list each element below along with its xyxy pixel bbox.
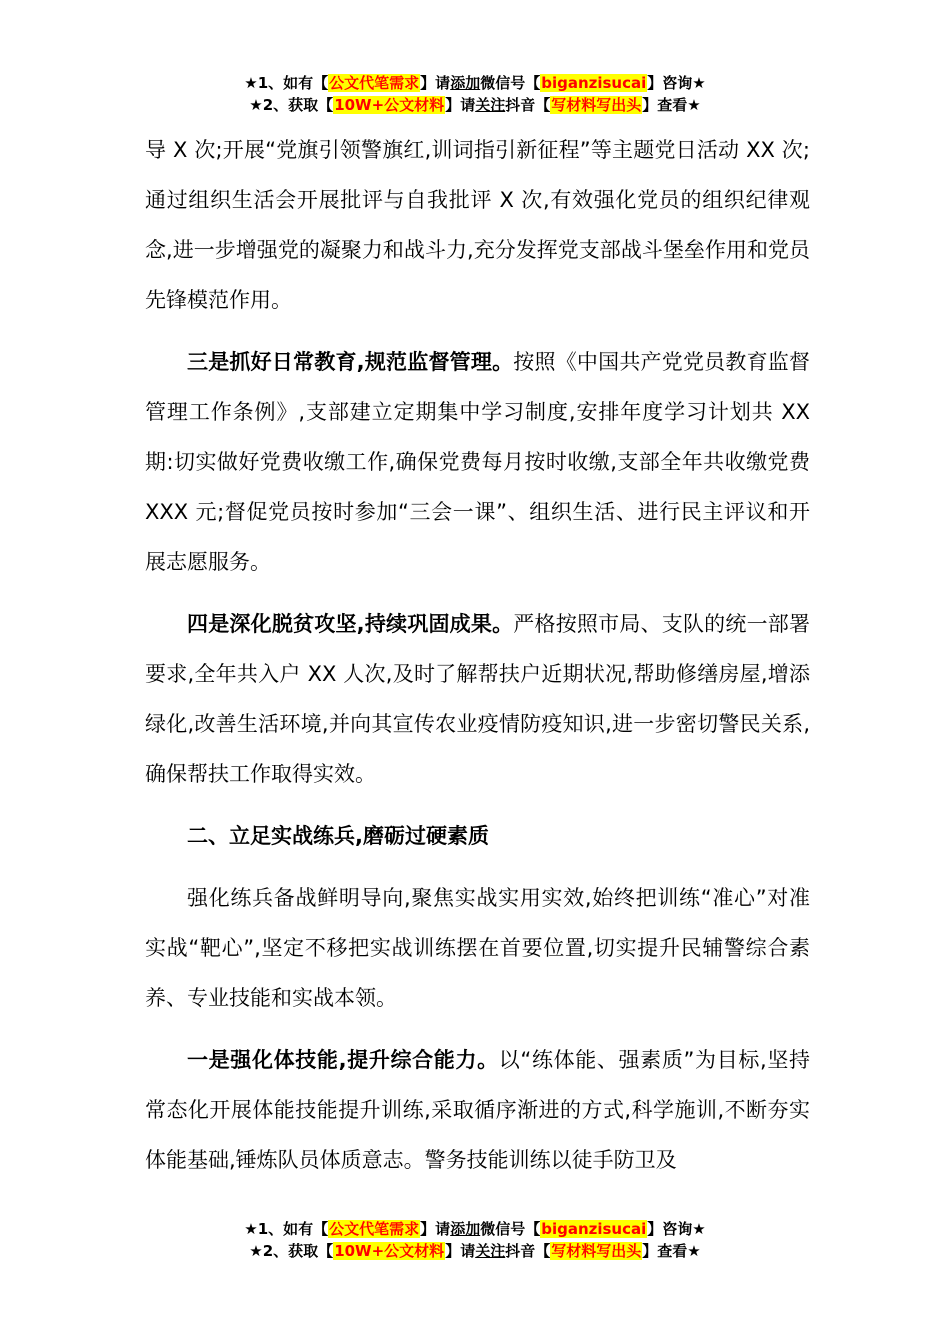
banner-line-2 bbox=[0, 1240, 950, 1262]
banner-text: 】查看★ bbox=[642, 1242, 701, 1260]
banner-text: 】请 bbox=[420, 1220, 451, 1238]
banner-underline: 添加 bbox=[450, 1220, 481, 1238]
banner-highlight: 写材料写出头 bbox=[551, 96, 642, 114]
section-heading bbox=[145, 811, 810, 861]
banner-text: 】请 bbox=[445, 1242, 476, 1260]
document-body bbox=[145, 125, 810, 1197]
banner-highlight: 10W+公文材料 bbox=[334, 1242, 445, 1260]
banner-underline: 关注 bbox=[475, 96, 506, 114]
banner-text: 】查看★ bbox=[642, 96, 701, 114]
banner-text: ★2、获取【 bbox=[249, 96, 334, 114]
footer-banner bbox=[0, 1218, 950, 1262]
paragraph-2-lead: 三是抓好日常教育,规范监督管理。 bbox=[187, 350, 514, 374]
banner-highlight: 写材料写出头 bbox=[551, 1242, 642, 1260]
banner-highlight: biganzisucai bbox=[541, 74, 647, 92]
banner-line-1 bbox=[0, 1218, 950, 1240]
banner-line-1 bbox=[0, 72, 950, 94]
banner-line-2 bbox=[0, 94, 950, 116]
paragraph-5-text: 以“练体能、强素质”为目标,坚持常态化开展体能技能提升训练,采取循序渐进的方式,科学施训,不断夯实体能基础,锤炼队员体质意志。警务技能训练以徒手防卫及 bbox=[145, 1048, 810, 1172]
banner-text: 】咨询★ bbox=[647, 74, 706, 92]
section-heading-text: 二、立足实战练兵,磨砺过硬素质 bbox=[187, 824, 489, 848]
paragraph-2 bbox=[145, 337, 810, 587]
banner-underline: 添加 bbox=[450, 74, 481, 92]
paragraph-3-text: 严格按照市局、支队的统一部署要求,全年共入户 XX 人次,及时了解帮扶户近期状况,帮助修缮房屋,增添绿化,改善生活环境,并向其宣传农业疫情防疫知识,进一步密切警民关系,确保帮扶工作取得实效。 bbox=[145, 612, 810, 786]
banner-highlight: 10W+公文材料 bbox=[334, 96, 445, 114]
paragraph-2-text: 按照《中国共产党党员教育监督管理工作条例》,支部建立定期集中学习制度,安排年度学习计划共 XX 期:切实做好党费收缴工作,确保党费每月按时收缴,支部全年共收缴党费 XXX 元;督促党员按时参加“三会一课”、组织生活、进行民主评议和开展志愿服务。 bbox=[145, 350, 810, 574]
header-banner bbox=[0, 72, 950, 116]
paragraph-5 bbox=[145, 1035, 810, 1185]
banner-text: 微信号【 bbox=[480, 74, 541, 92]
banner-highlight: 公文代笔需求 bbox=[329, 1220, 420, 1238]
banner-text: 】咨询★ bbox=[647, 1220, 706, 1238]
paragraph-4: 强化练兵备战鲜明导向,聚焦实战实用实效,始终把训练“准心”对准实战“靶心”,坚定不移把实战训练摆在首要位置,切实提升民辅警综合素养、专业技能和实战本领。 bbox=[145, 886, 810, 1010]
paragraph-3 bbox=[145, 599, 810, 799]
banner-text: ★2、获取【 bbox=[249, 1242, 334, 1260]
paragraph-5-lead: 一是强化体技能,提升综合能力。 bbox=[187, 1048, 499, 1072]
paragraph-3-lead: 四是深化脱贫攻坚,持续巩固成果。 bbox=[187, 612, 514, 636]
banner-text: 微信号【 bbox=[480, 1220, 541, 1238]
banner-text: 抖音【 bbox=[505, 96, 551, 114]
banner-text: 】请 bbox=[420, 74, 451, 92]
paragraph-1: 导 X 次;开展“党旗引领警旗红,训词指引新征程”等主题党日活动 XX 次;通过组织生活会开展批评与自我批评 X 次,有效强化党员的组织纪律观念,进一步增强党的凝聚力和战斗力,充分发挥党支部战斗堡垒作用和党员先锋模范作用。 bbox=[145, 138, 810, 312]
banner-highlight: 公文代笔需求 bbox=[329, 74, 420, 92]
banner-text: ★1、如有【 bbox=[244, 74, 329, 92]
banner-underline: 关注 bbox=[475, 1242, 506, 1260]
banner-text: ★1、如有【 bbox=[244, 1220, 329, 1238]
banner-highlight: biganzisucai bbox=[541, 1220, 647, 1238]
banner-text: 】请 bbox=[445, 96, 476, 114]
banner-text: 抖音【 bbox=[505, 1242, 551, 1260]
